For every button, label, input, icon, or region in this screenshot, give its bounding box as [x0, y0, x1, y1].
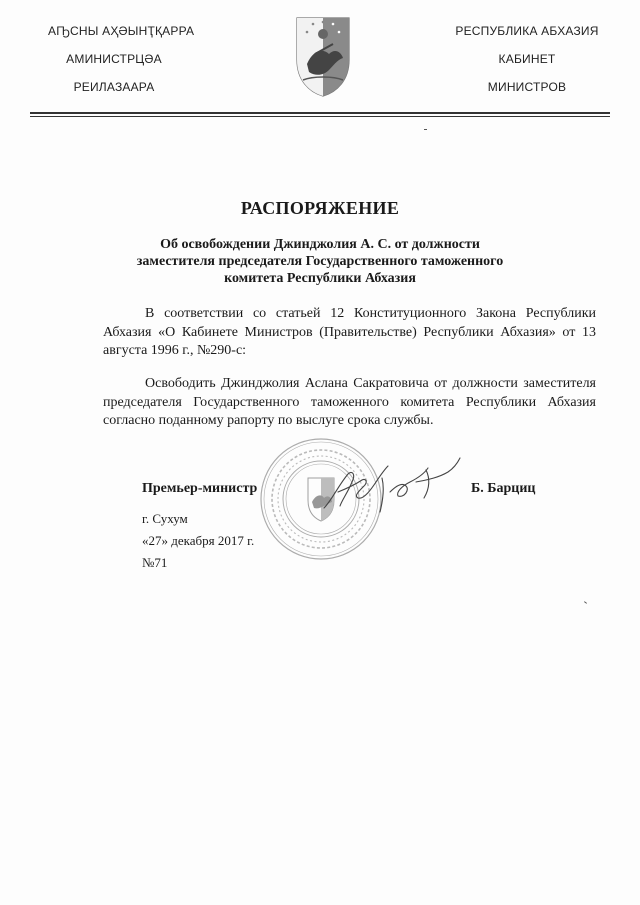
header-left-line-3: РЕИЛАЗААРА: [73, 80, 155, 94]
issue-date: «27» декабря 2017 г.: [142, 533, 255, 548]
header-left-line-2: АМИНИСТРЦӘА: [66, 52, 162, 66]
header-rule-thick: [30, 112, 610, 114]
document-title: РАСПОРЯЖЕНИЕ: [240, 198, 400, 218]
header-right-line-2: КАБИНЕТ: [498, 52, 556, 66]
header-left-line-1: АҦСНЫ АҲӘЫНҬҚАРРА: [48, 24, 195, 38]
subject-line-1: Об освобождении Джинджолия А. С. от должности: [160, 237, 480, 252]
signatory-role: Премьер-министр: [142, 481, 258, 496]
coat-of-arms-icon: [293, 14, 353, 98]
paragraph-2-text: Освободить Джинджолия Аслана Сакратовича от должности заместителя председателя Государственного таможенного комитета Республики Абхазия согласно поданному рапорту по выслуге срока службы.: [103, 376, 596, 428]
subject-line-2: заместителя председателя Государственного таможенного: [136, 254, 504, 269]
subject-line-3: комитета Республики Абхазия: [224, 271, 416, 286]
body-paragraph-1: [103, 305, 596, 361]
scan-speck: [424, 129, 427, 130]
body-paragraph-2: [103, 375, 596, 431]
signatory-name: Б. Барциц: [471, 481, 536, 496]
handwritten-signature-icon: [318, 452, 468, 522]
header-right-line-1: РЕСПУБЛИКА АБХАЗИЯ: [455, 24, 599, 38]
document-subject: [100, 236, 540, 287]
issue-place: г. Сухум: [142, 511, 188, 526]
header-right-line-3: МИНИСТРОВ: [487, 80, 567, 94]
paragraph-1-text: В соответствии со статьей 12 Конституционного Закона Республики Абхазия «О Кабинете Министров (Правительстве) Республики Абхазия» от 13 августа 1996 г., №290-с:: [103, 306, 596, 358]
header-rule-thin: [30, 116, 610, 117]
scan-speck: [584, 601, 587, 604]
document-number: №71: [142, 555, 168, 570]
